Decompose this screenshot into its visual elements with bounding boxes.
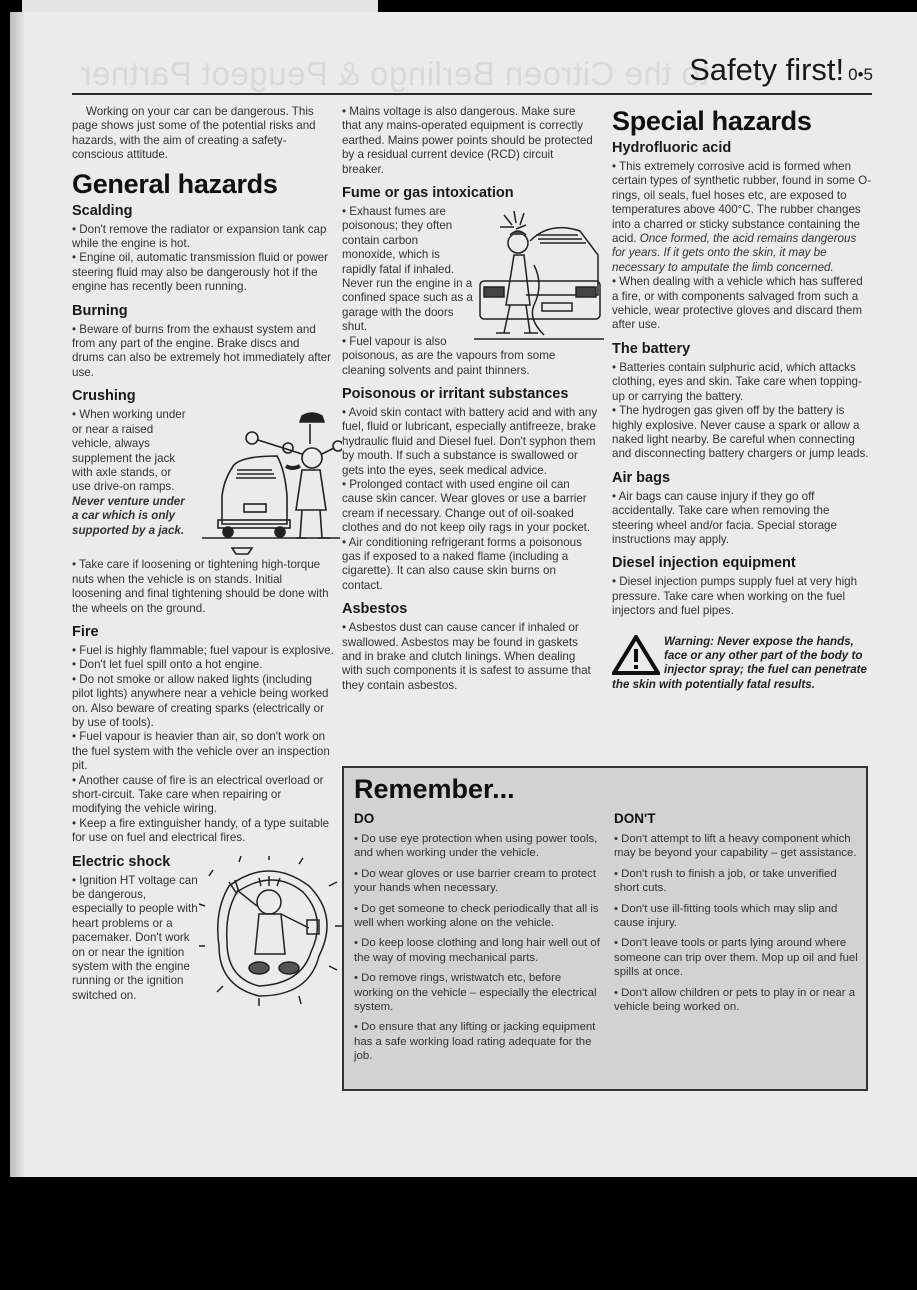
do-item: • Do ensure that any lifting or jacking equipment has a safe working load rating adequate for the job. xyxy=(354,1021,596,1063)
remember-heading: Remember... xyxy=(354,774,515,804)
mains-item: • Mains voltage is also dangerous. Make sure that any mains-operated equipment is correctly earthed. Mains power points should be protected by a residual current device (RCD) circuit breaker. xyxy=(342,105,593,176)
fire-heading: Fire xyxy=(72,623,99,640)
battery-heading: The battery xyxy=(612,340,691,357)
page-number: 0•5 xyxy=(848,65,873,84)
electric-shock-item: • Ignition HT voltage can be dangerous, especially to people with heart problems or a pacemaker. Don't work on or near the ignition system with the engine running or the ignition switched on. xyxy=(72,873,198,1002)
do-heading: DO xyxy=(354,811,375,826)
poisonous-item: • Air conditioning refrigerant forms a poisonous gas if exposed to a naked flame (including a cigarette). It can also cause skin burns on contact. xyxy=(342,535,582,592)
do-item: • Do remove rings, wristwatch etc, before working on the vehicle – especially the electrical system. xyxy=(354,972,597,1014)
fire-item: • Fuel vapour is heavier than air, so don't work on the fuel system with the vehicle over an inspection pit. xyxy=(72,730,330,773)
asbestos-heading: Asbestos xyxy=(342,601,408,618)
electric-shock-cartoon xyxy=(199,856,344,1006)
dont-item: • Don't use ill-fitting tools which may slip and cause injury. xyxy=(614,902,838,930)
asbestos-item: • Asbestos dust can cause cancer if inhaled or swallowed. Asbestos may be found in gaskets and in brake and clutch linings. When dealing with such components it is safest to assume that they contain asbestos. xyxy=(342,621,591,692)
fire-item: • Another cause of fire is an electrical overload or short-circuit. Take care when repairing or modifying the vehicle wiring. xyxy=(72,773,324,816)
warning-triangle-icon xyxy=(612,635,660,675)
airbags-heading: Air bags xyxy=(612,469,671,486)
fume-item: • Exhaust fumes are poisonous; they often contain carbon monoxide, which is rapidly fatal if inhaled. Never run the engine in a confined space such as a garage with the doors shut. xyxy=(342,205,473,334)
diesel-heading: Diesel injection equipment xyxy=(612,555,796,572)
airbags-item: • Air bags can cause injury if they go off accidentally. Take care when removing the steering wheel and/or facia. Special storage instructions may apply. xyxy=(612,489,837,546)
poisonous-item: • Prolonged contact with used engine oil can cause skin cancer. Wear gloves or use a barrier cream if necessary. Change out of oil-soaked clothes and do not keep oily rags in your pocket. xyxy=(342,477,591,535)
poisonous-item: • Avoid skin contact with battery acid and with any fuel, fluid or lubricant, especially antifreeze, brake hydraulic fluid and Diesel fuel. Don't syphon them by mouth. If such a substance is swallowed or gets into the eyes, seek medical advice. xyxy=(342,405,598,477)
do-list xyxy=(354,810,600,1070)
page-header xyxy=(689,52,873,88)
scan-edge-bottom xyxy=(0,1178,917,1290)
fire-item: • Fuel is highly flammable; fuel vapour is explosive. xyxy=(72,643,334,657)
do-item: • Do wear gloves or use barrier cream to protect your hands when necessary. xyxy=(354,867,597,895)
fire-item: • Keep a fire extinguisher handy, of a type suitable for use on fuel and electrical fires. xyxy=(72,816,330,845)
poisonous-heading: Poisonous or irritant substances xyxy=(342,385,569,402)
header-rule xyxy=(72,93,872,95)
page-title: Safety first! xyxy=(689,52,845,87)
hydrofluoric-item: • This extremely corrosive acid is formed when certain types of synthetic rubber, found in some O-rings, oil seals, fuel hoses etc, are exposed to temperatures above 400°C. The rubber changes into a charred or sticky substance containing the acid. Once formed, the acid remains dangerous for years. If it gets onto the skin, it may be necessary to amputate the limb concerned. xyxy=(612,160,872,274)
dont-heading: DON'T xyxy=(614,811,656,826)
scalding-item: • Engine oil, automatic transmission fluid or power steering fluid may also be dangerously hot if the engine has recently been running. xyxy=(72,251,329,294)
crushing-warning: Never venture under a car which is only supported by a jack. xyxy=(72,494,185,537)
crushing-item: • When working under or near a raised vehicle, always supplement the jack with axle stands, or use drive-on ramps. Never venture under a car which is only supported by a jack. xyxy=(72,408,186,537)
special-hazards-heading: Special hazards xyxy=(612,106,812,136)
hydrofluoric-item: • When dealing with a vehicle which has suffered a fire, or with components salvaged from such a vehicle, wear protective gloves and discard them after use. xyxy=(612,275,863,332)
general-hazards-heading: General hazards xyxy=(72,168,278,199)
column-general-hazards xyxy=(72,105,334,1006)
fume-heading: Fume or gas intoxication xyxy=(342,185,514,202)
exhaust-fumes-cartoon xyxy=(474,205,604,345)
dont-item: • Don't rush to finish a job, or take unverified short cuts. xyxy=(614,867,837,895)
crushing-heading: Crushing xyxy=(72,388,136,405)
intro-paragraph: Working on your car can be dangerous. This page shows just some of the potential risks and hazards, with the aim of creating a safety-conscious attitude. xyxy=(72,105,316,162)
electric-shock-heading: Electric shock xyxy=(72,853,171,870)
battery-item: • Batteries contain sulphuric acid, which attacks clothing, eyes and skin. Take care when topping-up or carrying the battery. xyxy=(612,360,862,403)
burning-item: • Beware of burns from the exhaust system and from any part of the engine. Brake discs and drums can also be extremely hot immediately after use. xyxy=(72,322,332,379)
diesel-item: • Diesel injection pumps supply fuel at very high pressure. Take care when working on the fuel injectors and fuel pipes. xyxy=(612,575,858,618)
scalding-item: • Don't remove the radiator or expansion tank cap while the engine is hot. xyxy=(72,222,327,251)
fume-item: • Fuel vapour is also poisonous, as are the vapours from some cleaning solvents and paint thinners. xyxy=(342,334,556,377)
burning-heading: Burning xyxy=(72,302,128,319)
do-item: • Do get someone to check periodically that all is well when working alone on the vehicle. xyxy=(354,902,599,930)
battery-item: • The hydrogen gas given off by the battery is highly explosive. Never cause a spark or allow a naked light nearby. Be careful when connecting and disconnecting battery chargers or jump leads. xyxy=(612,404,869,461)
crushing-item: • Take care if loosening or tightening high-torque nuts when the vehicle is on stands. Initial loosening and final tightening should be done with the wheels on the ground. xyxy=(72,558,329,615)
fire-item: • Do not smoke or allow naked lights (including pilot lights) anywhere near a vehicle being worked on. Also beware of creating sparks (electrically or by use of tools). xyxy=(72,672,329,729)
warning-text: Warning: Never expose the hands, face or any other part of the body to injector spray; the fuel can penetrate the skin with potentially fatal results. xyxy=(612,634,867,691)
page-spine xyxy=(10,12,24,1177)
dont-item: • Don't attempt to lift a heavy component which may be beyond your capability – get assistance. xyxy=(614,833,857,860)
scan-edge-left xyxy=(0,0,10,1290)
remember-box xyxy=(342,766,868,1091)
column-general-hazards-cont xyxy=(342,105,598,693)
dont-list xyxy=(614,810,860,1020)
car-on-jack-cartoon xyxy=(192,408,342,558)
do-item: • Do keep loose clothing and long hair well out of the way of moving mechanical parts. xyxy=(354,937,600,964)
injector-warning xyxy=(612,635,872,693)
do-item: • Do use eye protection when using power tools, and when working under the vehicle. xyxy=(354,833,598,860)
dont-item: • Don't leave tools or parts lying around where someone can trip over them. Mop up oil and fuel spills at once. xyxy=(614,937,858,979)
column-special-hazards xyxy=(612,105,872,692)
scalding-heading: Scalding xyxy=(72,202,133,219)
fire-item: • Don't let fuel spill onto a hot engine. xyxy=(72,658,263,672)
hydrofluoric-heading: Hydrofluoric acid xyxy=(612,140,732,156)
bleed-through-text: to the Citroen Berlingo & Peugeot Partner xyxy=(80,55,710,92)
dont-item: • Don't allow children or pets to play in or near a vehicle being worked on. xyxy=(614,986,856,1014)
